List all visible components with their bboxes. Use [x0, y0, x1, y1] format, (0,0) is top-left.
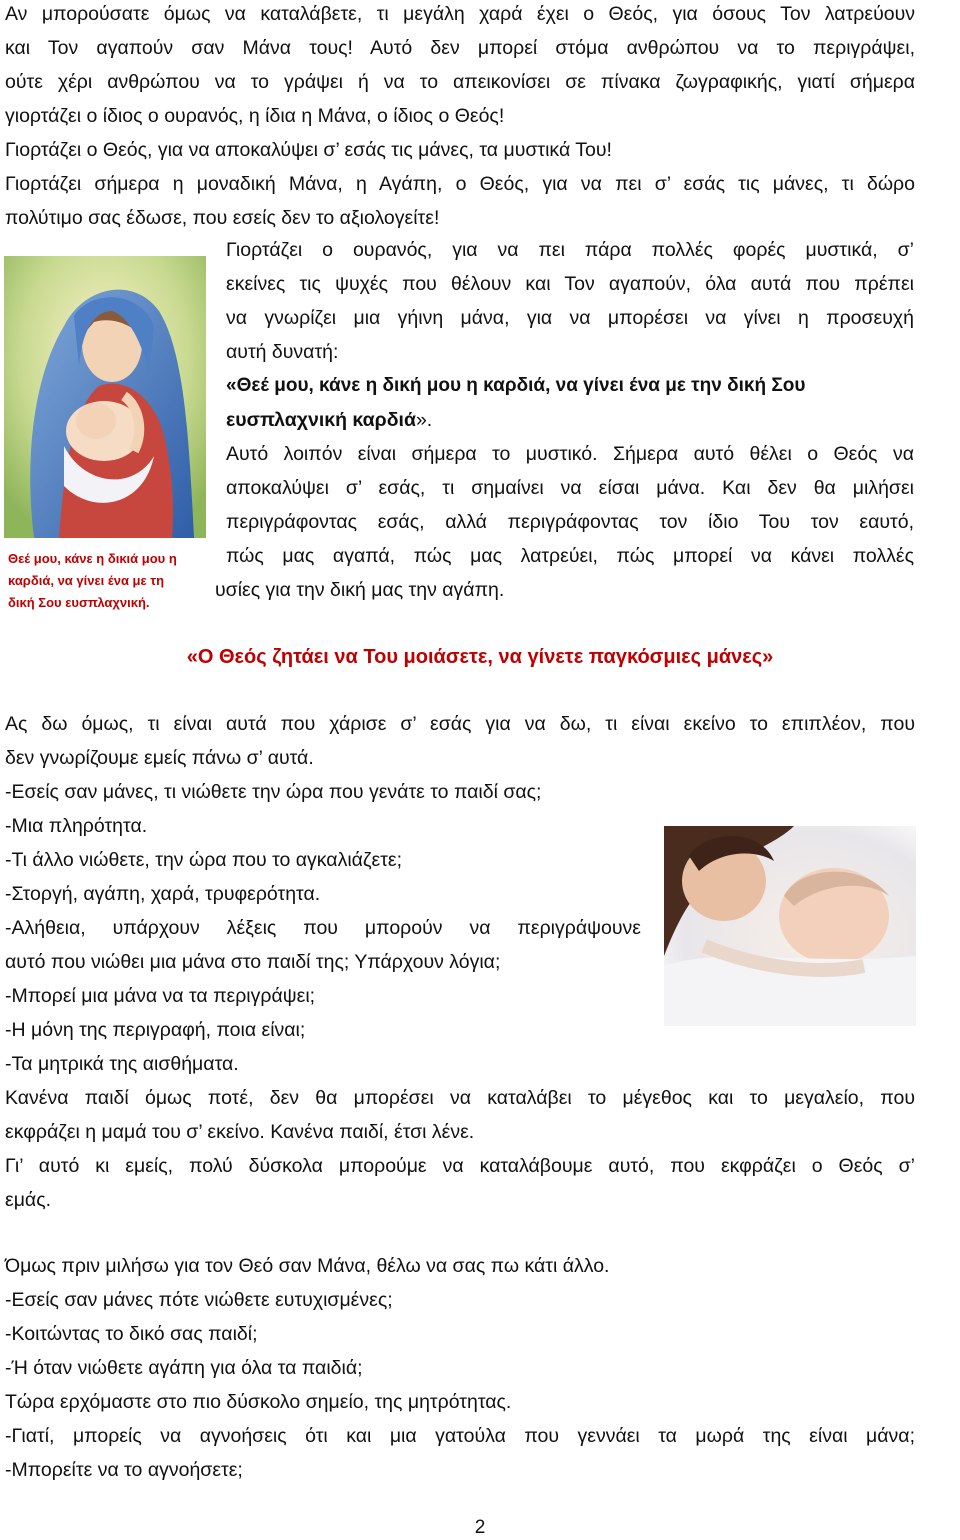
text-line: -Στοργή, αγάπη, χαρά, τρυφερότητα. [5, 883, 321, 905]
text-line: -Ή όταν νιώθετε αγάπη για όλα τα παιδιά; [5, 1357, 363, 1379]
section-heading: «Ο Θεός ζητάει να Του μοιάσετε, να γίνετε παγκόσμιες μάνες» [186, 646, 774, 668]
madonna-child-illustration [4, 256, 206, 538]
text-line: Αν μπορούσατε όμως να καταλάβετε, τι μεγάλη χαρά έχει ο Θεός, για όσους Τον λατρεύουν [5, 3, 915, 25]
text-line: -Μια πληρότητα. [5, 815, 148, 837]
text-line: δεν γνωρίζουμε εμείς πάνω σ’ αυτά. [5, 747, 314, 769]
text-line: -Γιατί, μπορείς να αγνοήσεις ότι και μια γατούλα που γεννάει τα μωρά της είναι μάνα; [5, 1425, 915, 1447]
caption-line: Θεέ μου, κάνε η δικιά μου η [8, 551, 177, 566]
text-line: υσίες για την δική μας την αγάπη. [215, 579, 505, 601]
text-line: Γιορτάζει ο Θεός, για να αποκαλύψει σ’ εσάς τις μάνες, τα μυστικά Του! [5, 139, 612, 161]
text-line: Αυτό λοιπόν είναι σήμερα το μυστικό. Σήμερα αυτό θέλει ο Θεός να [226, 443, 914, 465]
mother-baby-photo [664, 826, 916, 1026]
text-line: αποκαλύψει σ’ εσάς, τι σημαίνει να είσαι μάνα. Και δεν θα μιλήσει [226, 477, 914, 499]
text-line: πώς μας αγαπά, πώς μας λατρεύει, πώς μπορεί να κάνει πολλές [226, 545, 914, 567]
text-line: πολύτιμο σας έδωσε, που εσείς δεν το αξιολογείτε! [5, 207, 440, 229]
text-line: Κανένα παιδί όμως ποτέ, δεν θα μπορέσει να καταλάβει το μέγεθος και το μεγαλείο, που [5, 1087, 915, 1109]
text-line: Γιορτάζει ο ουρανός, για να πει πάρα πολλές φορές μυστικά, σ’ [226, 239, 914, 261]
text-line: και Τον αγαπούν σαν Μάνα τους! Αυτό δεν μπορεί στόμα ανθρώπου να το περιγράψει, [5, 37, 915, 59]
text-line: -Μπορείτε να το αγνοήσετε; [5, 1459, 243, 1481]
text-line: περιγράφοντας εσάς, αλλά περιγράφοντας τον ίδιο Του τον εαυτό, [226, 511, 914, 533]
text-line: Τώρα ερχόμαστε στο πιο δύσκολο σημείο, της μητρότητας. [5, 1391, 512, 1413]
text-line: -Μπορεί μια μάνα να τα περιγράψει; [5, 985, 316, 1007]
text-line: -Εσείς σαν μάνες, τι νιώθετε την ώρα που γενάτε το παιδί σας; [5, 781, 542, 803]
page-number: 2 [474, 1517, 486, 1538]
text-line: -Αλήθεια, υπάρχουν λέξεις που μπορούν να περιγράψουνε [5, 917, 641, 939]
text-line: εκφράζει η μαμά του σ’ εκείνο. Κανένα παιδί, έτσι λένε. [5, 1121, 475, 1143]
text-line: -Κοιτώντας το δικό σας παιδί; [5, 1323, 258, 1345]
text-line: Ας δω όμως, τι είναι αυτά που χάρισε σ’ εσάς για να δω, τι είναι εκείνο το επιπλέον, που [5, 713, 915, 735]
image-caption [8, 548, 208, 614]
prayer-text-end [226, 407, 914, 433]
text-line: αυτό που νιώθει μια μάνα στο παιδί της; Υπάρχουν λόγια; [5, 951, 501, 973]
caption-line: καρδιά, να γίνει ένα με τη [8, 573, 165, 588]
text-line: ούτε χέρι ανθρώπου να το γράψει ή να το απεικονίσει σε πίνακα ζωγραφικής, γιατί σήμερα [5, 71, 915, 93]
text-line: εμάς. [5, 1189, 52, 1211]
text-line: -Εσείς σαν μάνες πότε νιώθετε ευτυχισμένες; [5, 1289, 393, 1311]
text-line: Γιορτάζει σήμερα η μοναδική Μάνα, η Αγάπη, ο Θεός, για να πει σ’ εσάς τις μάνες, τι δώρο [5, 173, 915, 195]
madonna-child-illustration-svg [4, 256, 206, 538]
text-line: αυτή δυνατή: [226, 341, 339, 363]
text-line: -Τι άλλο νιώθετε, την ώρα που το αγκαλιάζετε; [5, 849, 403, 871]
text-line: -Τα μητρικά της αισθήματα. [5, 1053, 239, 1075]
text-line: Όμως πριν μιλήσω για τον Θεό σαν Μάνα, θέλω να σας πω κάτι άλλο. [5, 1255, 610, 1277]
text-line: -Η μόνη της περιγραφή, ποια είναι; [5, 1019, 306, 1041]
text-line: γιορτάζει ο ίδιος ο ουρανός, η ίδια η Μάνα, ο ίδιος ο Θεός! [5, 105, 505, 127]
text-line: να γνωρίζει μια γήινη μάνα, για να μπορέσει να γίνει η προσευχή [226, 307, 914, 329]
caption-line: δική Σου ευσπλαχνική. [8, 595, 150, 610]
prayer-close-quote: ». [415, 409, 433, 431]
prayer-bold-phrase: ευσπλαχνική καρδιά [226, 409, 416, 431]
mother-baby-photo-svg [664, 826, 916, 1026]
text-line: Γι’ αυτό κι εμείς, πολύ δύσκολα μπορούμε να καταλάβουμε αυτό, που εκφράζει ο Θεός σ’ [5, 1155, 915, 1177]
prayer-text: «Θεέ μου, κάνε η δική μου η καρδιά, να γίνει ένα με την δική Σου [226, 375, 806, 396]
text-line: εκείνες τις ψυχές που θέλουν και Τον αγαπούν, όλα αυτά που πρέπει [226, 273, 914, 295]
